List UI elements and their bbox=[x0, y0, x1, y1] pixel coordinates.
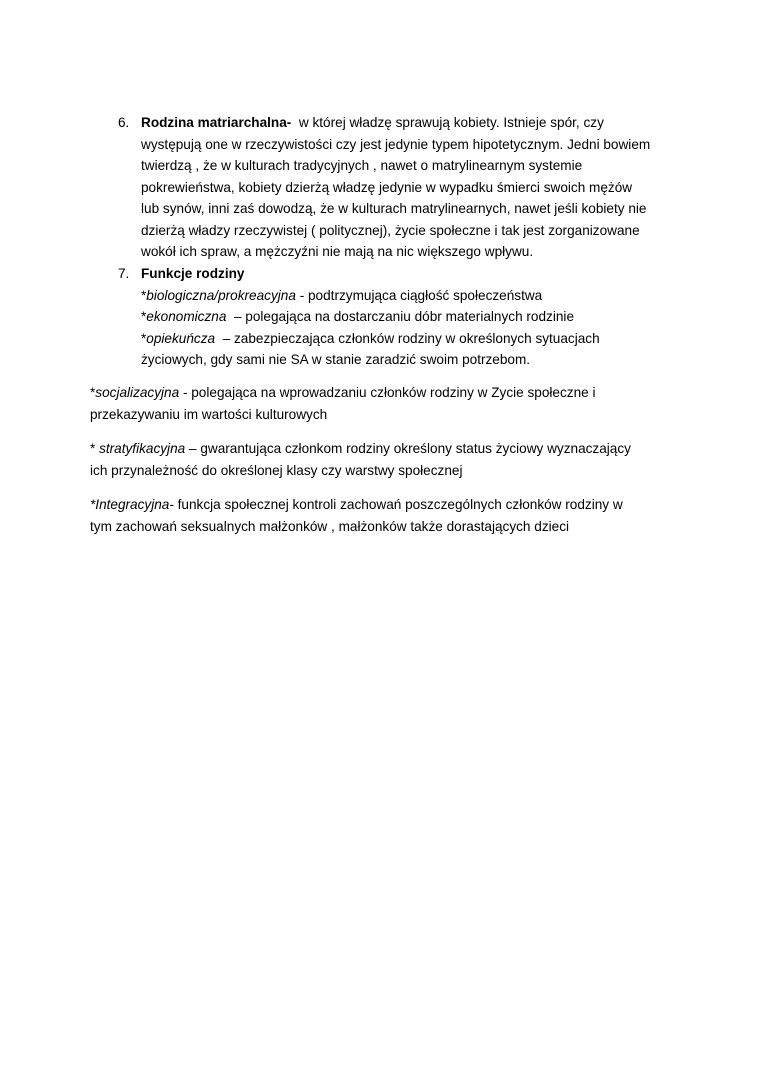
text-span: – polegająca na dostarczaniu dóbr materialnych rodzinie bbox=[226, 309, 575, 324]
function-ekonomiczna bbox=[141, 306, 681, 328]
term-italic: socjalizacyjna bbox=[95, 385, 180, 400]
text-line: przekazywaniu im wartości kulturowych bbox=[90, 406, 328, 422]
text-line: dzierżą władzy rzeczywistej ( politycznej), życie społeczne i tak jest zorganizowane bbox=[141, 222, 640, 238]
asterisk: * bbox=[90, 385, 96, 400]
text-line: wokół ich spraw, a mężczyźni nie mają na nic większego wpływu. bbox=[141, 244, 534, 259]
list-number: 7. bbox=[118, 266, 130, 281]
list-number: 6. bbox=[118, 115, 130, 130]
term-italic: stratyfikacyjna bbox=[99, 441, 186, 456]
asterisk: * bbox=[90, 441, 100, 456]
text-span: funkcja społecznej kontroli zachowań poszczególnych członków rodziny w bbox=[173, 497, 623, 512]
text-line: tym zachowań seksualnych małżonków , małżonków także dorastających dzieci bbox=[90, 518, 570, 534]
asterisk: * bbox=[141, 287, 147, 303]
asterisk: * bbox=[141, 309, 147, 324]
list-item-body bbox=[141, 263, 681, 371]
text-line: twierdzą , że w kulturach tradycyjnych , nawet o matrylinearnym systemie bbox=[141, 158, 583, 173]
text-line: pokrewieństwa, kobiety dzierżą władzę jedynie w wypadku śmierci swoich mężów bbox=[141, 179, 633, 195]
text-line bbox=[90, 438, 690, 460]
paragraph-socjalizacyjna bbox=[90, 382, 690, 425]
text-span: - podtrzymująca ciągłość społeczeństwa bbox=[295, 287, 543, 303]
text-span: - polegająca na wprowadzaniu członków rodziny w Zycie społeczne i bbox=[179, 385, 596, 400]
term-italic: opiekuńcza bbox=[146, 330, 216, 346]
text-span: – zabezpieczająca członków rodziny w określonych sytuacjach bbox=[215, 330, 600, 346]
text-line: życiowych, gdy sami nie SA w stanie zaradzić swoim potrzebom. bbox=[141, 352, 531, 367]
paragraph-integracyjna bbox=[90, 494, 690, 537]
text-line: lub synów, inni zaś dowodzą, że w kulturach matrylinearnych, nawet jeśli kobiety nie bbox=[141, 201, 647, 216]
list-item-body bbox=[141, 112, 681, 263]
section-heading: Funkcje rodziny bbox=[141, 266, 245, 281]
text-line bbox=[141, 112, 681, 134]
text-line bbox=[90, 494, 690, 516]
asterisk: * bbox=[141, 330, 147, 346]
text-span: – gwarantująca członkom rodziny określony status życiowy wyznaczający bbox=[185, 441, 631, 456]
text-span: w której władzę sprawują kobiety. Istnieje spór, czy bbox=[291, 115, 604, 130]
text-line bbox=[90, 382, 690, 404]
paragraph-stratyfikacyjna bbox=[90, 438, 690, 481]
term-italic: *Integracyjna- bbox=[90, 497, 174, 512]
text-line: występują one w rzeczywistości czy jest jedynie typem hipotetycznym. Jedni bowiem bbox=[141, 136, 651, 152]
term-italic: ekonomiczna bbox=[146, 309, 227, 324]
function-biologiczna bbox=[141, 285, 681, 307]
function-opiekuncza bbox=[141, 328, 681, 350]
text-line: ich przynależność do określonej klasy czy warstwy społecznej bbox=[90, 462, 463, 478]
term-italic: biologiczna/prokreacyjna bbox=[146, 287, 296, 303]
term-bold: Rodzina matriarchalna- bbox=[141, 115, 292, 130]
